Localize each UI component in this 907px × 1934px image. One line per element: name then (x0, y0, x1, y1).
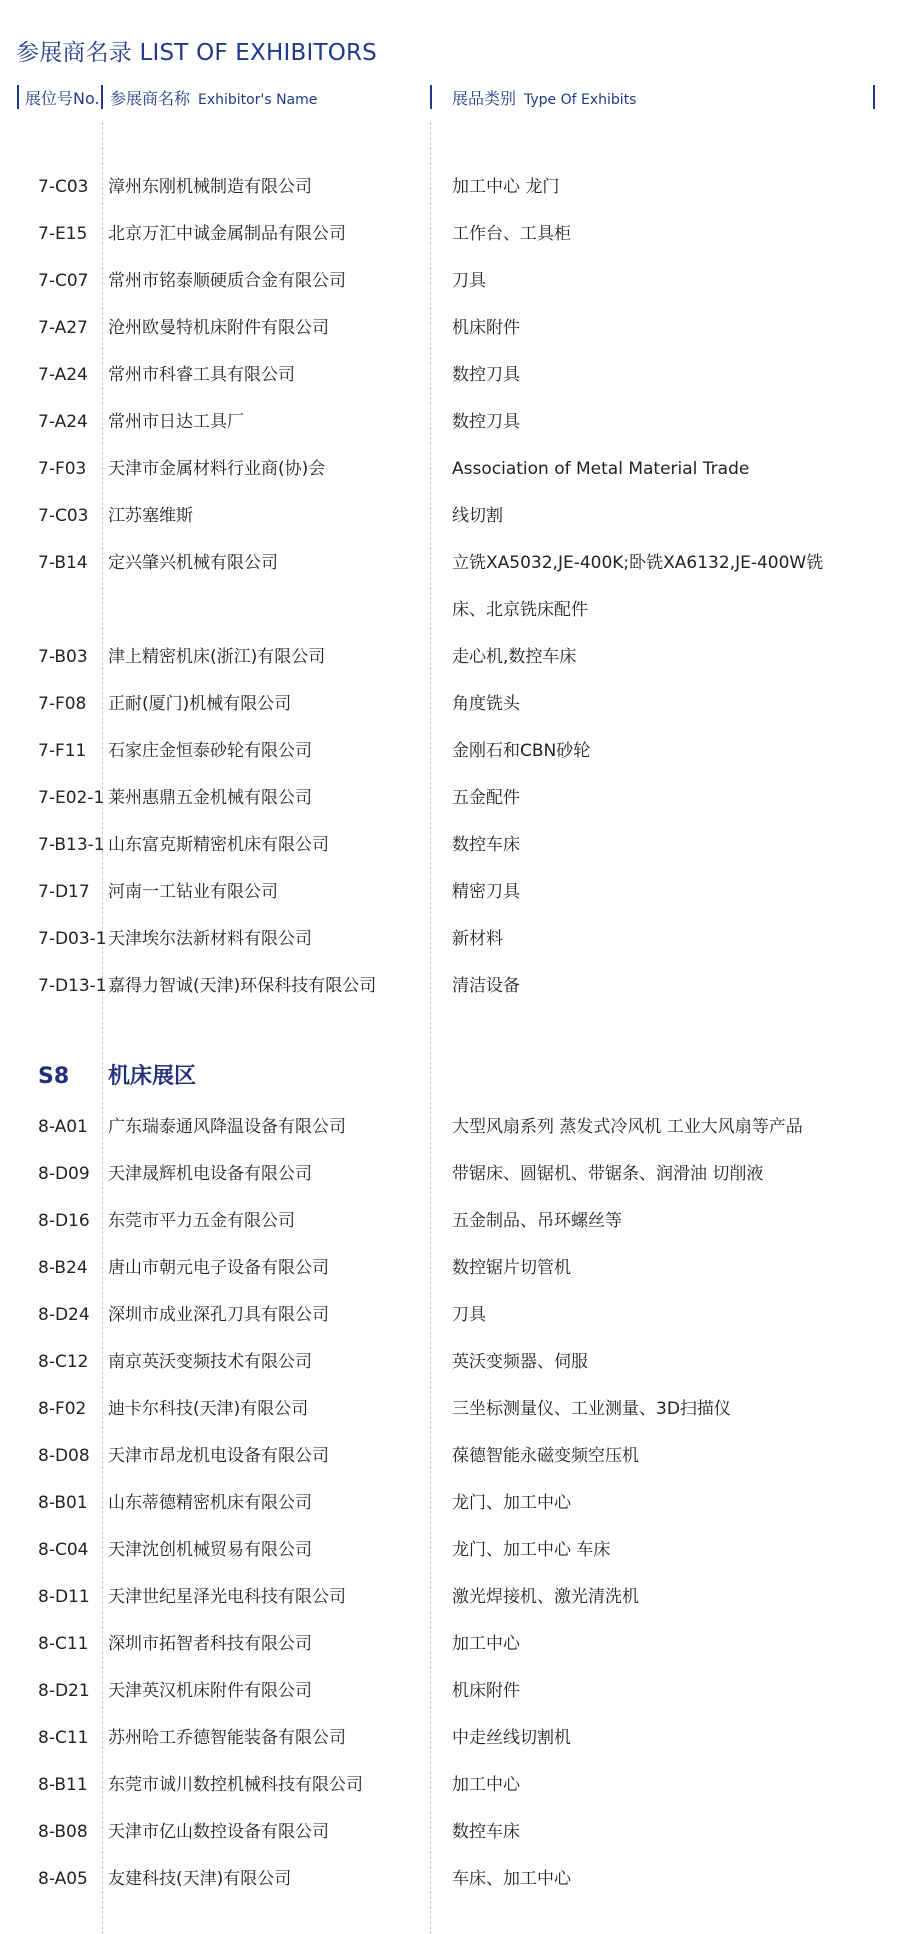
table-row (0, 454, 907, 484)
table-row (0, 1347, 907, 1377)
col-header-name (110, 86, 317, 109)
exhibitor-name: 天津市昂龙机电设备有限公司 (108, 1446, 329, 1466)
header-bar-left (17, 85, 19, 109)
booth-number: 7-E02-1 (38, 788, 105, 808)
exhibit-type: 工作台、工具柜 (452, 224, 571, 244)
exhibit-type: 五金制品、吊环螺丝等 (452, 1211, 622, 1231)
exhibit-type: 数控车床 (452, 835, 520, 855)
booth-number: 7-A24 (38, 365, 88, 385)
table-row (0, 1253, 907, 1283)
table-row (0, 266, 907, 296)
exhibitor-name: 天津市亿山数控设备有限公司 (108, 1822, 329, 1842)
exhibitor-name: 深圳市拓智者科技有限公司 (108, 1634, 312, 1654)
exhibit-type: 清洁设备 (452, 976, 520, 996)
table-row (0, 501, 907, 531)
table-row (0, 830, 907, 860)
exhibit-type: 数控刀具 (452, 412, 520, 432)
booth-number: 8-D11 (38, 1587, 90, 1607)
exhibit-type: 床、北京铣床配件 (452, 600, 588, 620)
exhibitor-name: 正耐(厦门)机械有限公司 (108, 694, 292, 714)
exhibitor-name: 河南一工钻业有限公司 (108, 882, 278, 902)
col-header-type (452, 86, 636, 109)
header-bar-name (430, 85, 432, 109)
exhibitor-name: 山东富克斯精密机床有限公司 (108, 835, 329, 855)
table-row (0, 1206, 907, 1236)
exhibit-type: 大型风扇系列 蒸发式冷风机 工业大风扇等产品 (452, 1117, 803, 1137)
table-row (0, 924, 907, 954)
exhibitor-name: 东莞市平力五金有限公司 (108, 1211, 295, 1231)
exhibitor-name: 友建科技(天津)有限公司 (108, 1869, 292, 1889)
exhibit-type: 英沃变频器、伺服 (452, 1352, 588, 1372)
table-row (0, 1817, 907, 1847)
exhibitor-name: 江苏塞维斯 (108, 506, 193, 526)
exhibit-type: 五金配件 (452, 788, 520, 808)
col-header-name-cn: 参展商名称 (110, 89, 191, 108)
exhibitor-name: 南京英沃变频技术有限公司 (108, 1352, 312, 1372)
table-row (0, 1864, 907, 1894)
booth-number: 7-E15 (38, 224, 88, 244)
exhibit-type: 加工中心 (452, 1634, 520, 1654)
col-header-booth-label: 展位号No. (25, 89, 100, 108)
exhibitor-name: 沧州欧曼特机床附件有限公司 (108, 318, 329, 338)
exhibitor-name: 津上精密机床(浙江)有限公司 (108, 647, 326, 667)
table-row (0, 1441, 907, 1471)
exhibit-type: 加工中心 (452, 1775, 520, 1795)
table-row (0, 971, 907, 1001)
exhibit-type: 机床附件 (452, 318, 520, 338)
exhibitor-name: 莱州惠鼎五金机械有限公司 (108, 788, 312, 808)
table-row (0, 736, 907, 766)
booth-number: 7-C07 (38, 271, 89, 291)
exhibitor-name: 深圳市成业深孔刀具有限公司 (108, 1305, 329, 1325)
table-row (0, 1535, 907, 1565)
booth-number: 7-B03 (38, 647, 88, 667)
column-divider-name (430, 122, 431, 1934)
booth-number: 8-B24 (38, 1258, 88, 1278)
table-row (0, 642, 907, 672)
booth-number: 7-F08 (38, 694, 87, 714)
table-row (0, 1488, 907, 1518)
table-row (0, 548, 907, 578)
table-row (0, 689, 907, 719)
booth-number: 7-F03 (38, 459, 87, 479)
exhibit-type: 刀具 (452, 271, 486, 291)
exhibitor-name: 石家庄金恒泰砂轮有限公司 (108, 741, 312, 761)
exhibitor-name: 常州市科睿工具有限公司 (108, 365, 295, 385)
booth-number: 8-B08 (38, 1822, 88, 1842)
table-row (0, 1723, 907, 1753)
exhibitor-name: 山东蒂德精密机床有限公司 (108, 1493, 312, 1513)
header-bar-right (873, 85, 875, 109)
col-header-type-en: Type Of Exhibits (524, 92, 637, 108)
exhibit-type: 机床附件 (452, 1681, 520, 1701)
exhibit-type: 角度铣头 (452, 694, 520, 714)
exhibitor-name: 天津世纪星泽光电科技有限公司 (108, 1587, 346, 1607)
exhibit-type: 激光焊接机、激光清洗机 (452, 1587, 639, 1607)
exhibitor-name: 天津埃尔法新材料有限公司 (108, 929, 312, 949)
booth-number: 8-A01 (38, 1117, 88, 1137)
exhibit-type: 线切割 (452, 506, 503, 526)
table-row (0, 1394, 907, 1424)
booth-number: 7-C03 (38, 506, 89, 526)
exhibit-type: 金刚石和CBN砂轮 (452, 741, 591, 761)
booth-number: 8-C04 (38, 1540, 89, 1560)
table-row (0, 1300, 907, 1330)
booth-number: 7-D03-1 (38, 929, 107, 949)
exhibitor-name: 天津英汉机床附件有限公司 (108, 1681, 312, 1701)
exhibit-type: Association of Metal Material Trade (452, 459, 750, 479)
booth-number: 8-C12 (38, 1352, 89, 1372)
exhibit-type: 数控车床 (452, 1822, 520, 1842)
exhibit-type: 龙门、加工中心 车床 (452, 1540, 611, 1560)
exhibit-type: 中走丝线切割机 (452, 1728, 571, 1748)
booth-number: 8-C11 (38, 1634, 89, 1654)
exhibit-type: 走心机,数控车床 (452, 647, 577, 667)
exhibitor-name: 迪卡尔科技(天津)有限公司 (108, 1399, 309, 1419)
table-row (0, 172, 907, 202)
exhibitor-name: 北京万汇中诚金属制品有限公司 (108, 224, 346, 244)
exhibitor-name: 漳州东刚机械制造有限公司 (108, 177, 312, 197)
section-name: 机床展区 (108, 1064, 197, 1089)
table-row (0, 1112, 907, 1142)
booth-number: 7-F11 (38, 741, 87, 761)
booth-number: 8-D24 (38, 1305, 90, 1325)
table-row (0, 1582, 907, 1612)
booth-number: 8-F02 (38, 1399, 87, 1419)
exhibitor-name: 天津晟辉机电设备有限公司 (108, 1164, 312, 1184)
booth-number: 7-B14 (38, 553, 88, 573)
page-title: 参展商名录 LIST OF EXHIBITORS (16, 40, 377, 66)
section-heading (0, 1062, 907, 1092)
exhibitor-name: 嘉得力智诚(天津)环保科技有限公司 (108, 976, 377, 996)
booth-number: 8-B01 (38, 1493, 88, 1513)
exhibitor-name: 东莞市诚川数控机械科技有限公司 (108, 1775, 363, 1795)
header-bar-booth (101, 85, 103, 109)
section-code: S8 (38, 1064, 70, 1089)
booth-number: 8-D21 (38, 1681, 90, 1701)
exhibit-type: 三坐标测量仪、工业测量、3D扫描仪 (452, 1399, 731, 1419)
table-row (0, 1159, 907, 1189)
table-row (0, 783, 907, 813)
booth-number: 7-D13-1 (38, 976, 107, 996)
table-row (0, 219, 907, 249)
exhibit-type: 车床、加工中心 (452, 1869, 571, 1889)
exhibit-type: 立铣XA5032,JE-400K;卧铣XA6132,JE-400W铣 (452, 553, 824, 573)
exhibitor-name: 定兴肇兴机械有限公司 (108, 553, 278, 573)
exhibit-type: 带锯床、圆锯机、带锯条、润滑油 切削液 (452, 1164, 764, 1184)
table-row (0, 1676, 907, 1706)
col-header-booth (25, 86, 100, 109)
exhibitor-name: 常州市铭泰顺硬质合金有限公司 (108, 271, 346, 291)
exhibit-type: 葆德智能永磁变频空压机 (452, 1446, 639, 1466)
table-row (0, 360, 907, 390)
booth-number: 8-D08 (38, 1446, 90, 1466)
exhibit-type: 龙门、加工中心 (452, 1493, 571, 1513)
exhibit-type: 数控锯片切管机 (452, 1258, 571, 1278)
col-header-name-en: Exhibitor's Name (198, 92, 318, 108)
table-row (0, 877, 907, 907)
table-row-continuation (0, 595, 907, 625)
column-divider-booth (102, 122, 103, 1934)
col-header-type-cn: 展品类别 (452, 89, 517, 108)
booth-number: 7-D17 (38, 882, 90, 902)
exhibit-type: 新材料 (452, 929, 503, 949)
exhibit-type: 精密刀具 (452, 882, 520, 902)
booth-number: 8-B11 (38, 1775, 88, 1795)
table-row (0, 407, 907, 437)
exhibitor-name: 天津市金属材料行业商(协)会 (108, 459, 326, 479)
exhibit-type: 数控刀具 (452, 365, 520, 385)
booth-number: 7-C03 (38, 177, 89, 197)
booth-number: 7-B13-1 (38, 835, 105, 855)
booth-number: 8-D09 (38, 1164, 90, 1184)
table-row (0, 1770, 907, 1800)
booth-number: 8-A05 (38, 1869, 88, 1889)
exhibitor-name: 天津沈创机械贸易有限公司 (108, 1540, 312, 1560)
exhibit-type: 加工中心 龙门 (452, 177, 560, 197)
booth-number: 7-A24 (38, 412, 88, 432)
table-row (0, 1629, 907, 1659)
exhibitor-name: 广东瑞泰通风降温设备有限公司 (108, 1117, 346, 1137)
booth-number: 8-D16 (38, 1211, 90, 1231)
exhibitor-name: 常州市日达工具厂 (108, 412, 244, 432)
booth-number: 7-A27 (38, 318, 88, 338)
booth-number: 8-C11 (38, 1728, 89, 1748)
exhibitor-name: 苏州哈工乔德智能装备有限公司 (108, 1728, 346, 1748)
exhibit-type: 刀具 (452, 1305, 486, 1325)
exhibitor-name: 唐山市朝元电子设备有限公司 (108, 1258, 329, 1278)
table-row (0, 313, 907, 343)
